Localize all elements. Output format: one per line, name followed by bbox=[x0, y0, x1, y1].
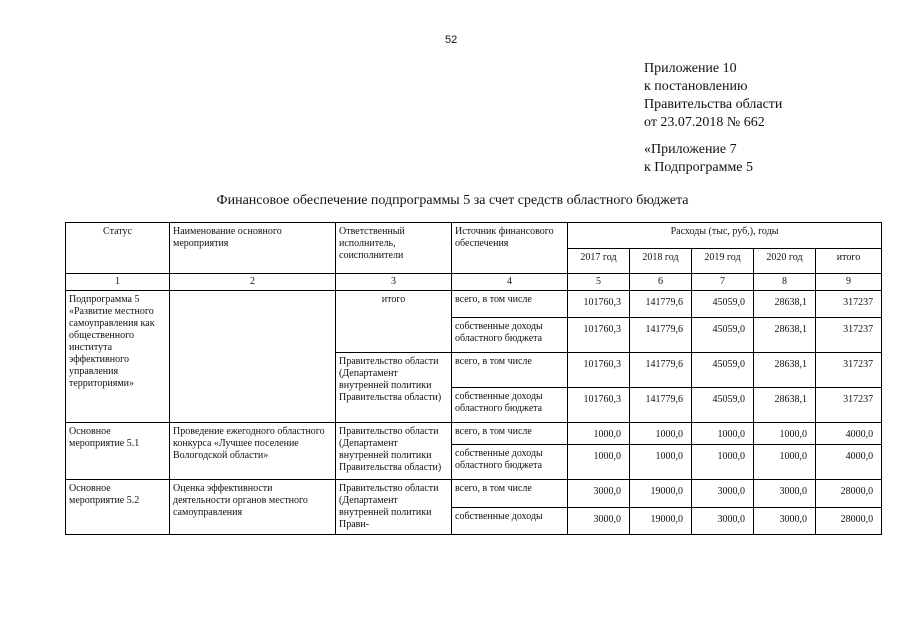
value-cell: 3000,0 bbox=[754, 480, 816, 508]
column-number: 1 bbox=[66, 274, 170, 291]
value-cell: 28638,1 bbox=[754, 388, 816, 423]
column-number: 2 bbox=[170, 274, 336, 291]
name-cell: Проведение ежегодного областного конкурса «Лучшее поселение Вологодской области» bbox=[170, 423, 336, 480]
status-cell: Подпрограмма 5 «Развитие местного самоуправления как общественного института эффективного управления территориями» bbox=[66, 291, 170, 423]
source-cell: собственные доходы областного бюджета bbox=[452, 445, 568, 480]
value-cell: 3000,0 bbox=[692, 480, 754, 508]
header-year: 2020 год bbox=[754, 248, 816, 274]
column-number: 9 bbox=[816, 274, 882, 291]
column-number: 6 bbox=[630, 274, 692, 291]
table-row bbox=[66, 423, 882, 445]
header-responsible: Ответственный исполнитель, соисполнители bbox=[336, 223, 452, 274]
source-cell: собственные доходы областного бюджета bbox=[452, 318, 568, 353]
value-cell: 45059,0 bbox=[692, 291, 754, 318]
name-cell bbox=[170, 291, 336, 423]
header-status: Статус bbox=[66, 223, 170, 274]
value-cell: 1000,0 bbox=[692, 423, 754, 445]
column-number: 7 bbox=[692, 274, 754, 291]
value-cell: 28000,0 bbox=[816, 480, 882, 508]
value-cell: 101760,3 bbox=[568, 318, 630, 353]
value-cell: 1000,0 bbox=[692, 445, 754, 480]
value-cell: 317237 bbox=[816, 291, 882, 318]
status-cell: Основное мероприятие 5.1 bbox=[66, 423, 170, 480]
table-row bbox=[66, 480, 882, 508]
column-numbers-row bbox=[66, 274, 882, 291]
value-cell: 1000,0 bbox=[754, 445, 816, 480]
value-cell: 3000,0 bbox=[754, 507, 816, 535]
value-cell: 28638,1 bbox=[754, 318, 816, 353]
column-number: 4 bbox=[452, 274, 568, 291]
value-cell: 141779,6 bbox=[630, 353, 692, 388]
value-cell: 317237 bbox=[816, 318, 882, 353]
header-total: итого bbox=[816, 248, 882, 274]
header-year: 2018 год bbox=[630, 248, 692, 274]
value-cell: 1000,0 bbox=[630, 445, 692, 480]
annex-header bbox=[644, 60, 782, 132]
value-cell: 3000,0 bbox=[692, 507, 754, 535]
annex-subheader bbox=[644, 141, 753, 177]
annex-line: «Приложение 7 bbox=[644, 142, 737, 157]
status-cell: Основное мероприятие 5.2 bbox=[66, 480, 170, 535]
value-cell: 4000,0 bbox=[816, 445, 882, 480]
value-cell: 45059,0 bbox=[692, 318, 754, 353]
source-cell: всего, в том числе bbox=[452, 353, 568, 388]
value-cell: 141779,6 bbox=[630, 291, 692, 318]
value-cell: 141779,6 bbox=[630, 318, 692, 353]
header-row bbox=[66, 223, 882, 249]
table-row bbox=[66, 291, 882, 318]
annex-line: Правительства области bbox=[644, 97, 783, 112]
value-cell: 28000,0 bbox=[816, 507, 882, 535]
column-number: 5 bbox=[568, 274, 630, 291]
responsible-cell: итого bbox=[336, 291, 452, 353]
financing-table bbox=[65, 222, 882, 535]
source-cell: собственные доходы областного бюджета bbox=[452, 388, 568, 423]
value-cell: 101760,3 bbox=[568, 291, 630, 318]
value-cell: 101760,3 bbox=[568, 388, 630, 423]
value-cell: 1000,0 bbox=[630, 423, 692, 445]
header-source: Источник финансового обеспечения bbox=[452, 223, 568, 274]
annex-line: к Подпрограмме 5 bbox=[644, 160, 754, 175]
value-cell: 3000,0 bbox=[568, 480, 630, 508]
annex-line: к постановлению bbox=[644, 79, 748, 94]
header-year: 2017 год bbox=[568, 248, 630, 274]
responsible-cell: Правительство области (Департамент внутренней политики Правительства области) bbox=[336, 423, 452, 480]
source-cell: всего, в том числе bbox=[452, 423, 568, 445]
source-cell: всего, в том числе bbox=[452, 480, 568, 508]
responsible-cell: Правительство области (Департамент внутренней политики Правительства области) bbox=[336, 353, 452, 423]
source-cell: собственные доходы bbox=[452, 507, 568, 535]
value-cell: 141779,6 bbox=[630, 388, 692, 423]
value-cell: 317237 bbox=[816, 388, 882, 423]
source-cell: всего, в том числе bbox=[452, 291, 568, 318]
value-cell: 45059,0 bbox=[692, 388, 754, 423]
value-cell: 1000,0 bbox=[568, 445, 630, 480]
column-number: 8 bbox=[754, 274, 816, 291]
value-cell: 317237 bbox=[816, 353, 882, 388]
value-cell: 28638,1 bbox=[754, 291, 816, 318]
header-name: Наименование основного мероприятия bbox=[170, 223, 336, 274]
value-cell: 4000,0 bbox=[816, 423, 882, 445]
page-number: 52 bbox=[445, 34, 458, 46]
name-cell: Оценка эффективности деятельности органов местного самоуправления bbox=[170, 480, 336, 535]
responsible-cell: Правительство области (Департамент внутренней политики Прави- bbox=[336, 480, 452, 535]
annex-line: от 23.07.2018 № 662 bbox=[644, 115, 765, 130]
value-cell: 1000,0 bbox=[754, 423, 816, 445]
value-cell: 3000,0 bbox=[568, 507, 630, 535]
value-cell: 1000,0 bbox=[568, 423, 630, 445]
header-expenses: Расходы (тыс, руб,), годы bbox=[568, 223, 882, 249]
column-number: 3 bbox=[336, 274, 452, 291]
annex-line: Приложение 10 bbox=[644, 61, 737, 76]
value-cell: 19000,0 bbox=[630, 480, 692, 508]
value-cell: 101760,3 bbox=[568, 353, 630, 388]
value-cell: 28638,1 bbox=[754, 353, 816, 388]
document-title: Финансовое обеспечение подпрограммы 5 за счет средств областного бюджета bbox=[216, 193, 689, 208]
header-year: 2019 год bbox=[692, 248, 754, 274]
value-cell: 19000,0 bbox=[630, 507, 692, 535]
value-cell: 45059,0 bbox=[692, 353, 754, 388]
